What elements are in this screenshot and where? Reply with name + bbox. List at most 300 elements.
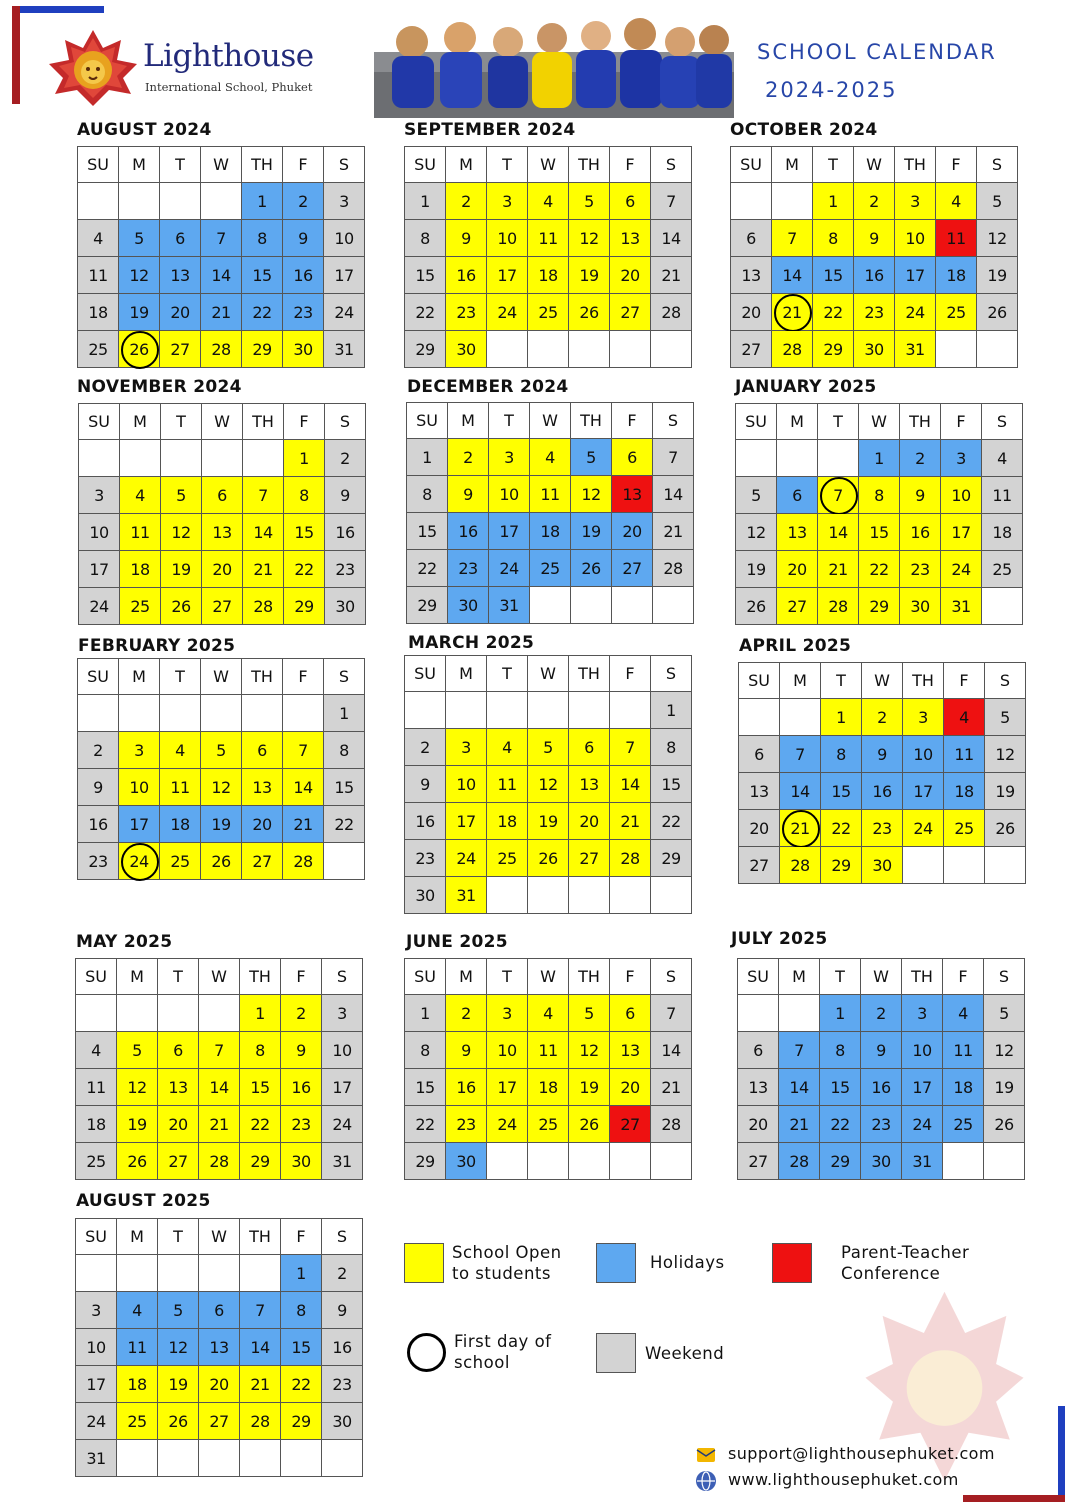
day-cell <box>944 773 985 810</box>
day-cell <box>528 220 569 257</box>
day-cell <box>528 1106 569 1143</box>
day-cell <box>610 1069 651 1106</box>
week-row <box>78 220 365 257</box>
day-number: 25 <box>540 558 560 578</box>
day-cell <box>651 692 692 729</box>
week-row <box>731 220 1018 257</box>
day-cell <box>487 1069 528 1106</box>
weekday-header-row <box>76 959 363 995</box>
weekday-header-row <box>76 1219 363 1255</box>
day-number: 11 <box>88 265 108 285</box>
week-row <box>79 477 366 514</box>
day-cell <box>202 551 243 588</box>
day-number: 29 <box>661 848 681 868</box>
day-number: 27 <box>579 848 599 868</box>
empty-cell <box>158 1440 199 1477</box>
day-cell <box>322 1403 363 1440</box>
lion-crest-icon <box>45 28 141 108</box>
day-cell <box>201 294 242 331</box>
day-number: 3 <box>339 191 349 211</box>
day-cell <box>240 1069 281 1106</box>
weekday-header-row <box>736 404 1023 440</box>
day-cell <box>78 257 119 294</box>
day-cell <box>530 550 571 587</box>
day-number: 1 <box>420 191 430 211</box>
day-number: 7 <box>214 1040 224 1060</box>
day-number: 21 <box>211 302 231 322</box>
day-cell <box>405 803 446 840</box>
day-number: 17 <box>905 265 925 285</box>
day-cell <box>446 995 487 1032</box>
day-number: 12 <box>987 228 1007 248</box>
empty-cell <box>117 1440 158 1477</box>
day-cell <box>818 514 859 551</box>
week-row <box>739 736 1026 773</box>
day-number: 3 <box>91 1300 101 1320</box>
day-number: 8 <box>257 228 267 248</box>
day-cell <box>651 183 692 220</box>
day-number: 5 <box>586 447 596 467</box>
month-title: MARCH 2025 <box>408 633 535 653</box>
day-number: 15 <box>415 265 435 285</box>
day-number: 27 <box>787 596 807 616</box>
day-cell <box>900 551 941 588</box>
day-cell <box>160 331 201 368</box>
day-cell <box>985 810 1026 847</box>
day-cell <box>813 220 854 257</box>
week-row <box>405 294 692 331</box>
day-number: 29 <box>252 339 272 359</box>
day-number: 25 <box>538 1114 558 1134</box>
day-cell <box>448 513 489 550</box>
day-number: 28 <box>789 1151 809 1171</box>
day-cell <box>405 183 446 220</box>
day-cell <box>487 840 528 877</box>
day-number: 22 <box>252 302 272 322</box>
day-cell <box>653 476 694 513</box>
day-number: 10 <box>86 1337 106 1357</box>
school-name: Lighthouse <box>143 38 314 74</box>
day-cell <box>199 1032 240 1069</box>
day-cell <box>487 1032 528 1069</box>
day-cell <box>651 840 692 877</box>
day-number: 22 <box>869 559 889 579</box>
day-number: 25 <box>953 1114 973 1134</box>
day-cell <box>985 699 1026 736</box>
day-number: 1 <box>420 1003 430 1023</box>
empty-cell <box>161 440 202 477</box>
day-number: 14 <box>663 484 683 504</box>
day-cell <box>283 843 324 880</box>
day-cell <box>201 806 242 843</box>
day-number: 20 <box>579 811 599 831</box>
day-number: 25 <box>497 848 517 868</box>
day-number: 28 <box>253 596 273 616</box>
day-number: 24 <box>86 1411 106 1431</box>
day-cell <box>984 1106 1025 1143</box>
day-number: 24 <box>905 302 925 322</box>
day-number: 4 <box>93 228 103 248</box>
day-cell <box>243 551 284 588</box>
day-number: 27 <box>620 302 640 322</box>
day-number: 30 <box>332 1411 352 1431</box>
day-number: 20 <box>749 818 769 838</box>
corner-accent-left <box>12 6 20 104</box>
empty-cell <box>487 877 528 914</box>
weekday-header: M <box>448 403 489 439</box>
week-row <box>76 1292 363 1329</box>
day-cell <box>117 1329 158 1366</box>
day-number: 28 <box>209 1151 229 1171</box>
day-number: 6 <box>214 1300 224 1320</box>
day-number: 20 <box>252 814 272 834</box>
day-cell <box>242 183 283 220</box>
legend-label-conference: Parent-Teacher Conference <box>841 1243 970 1283</box>
day-number: 17 <box>951 522 971 542</box>
day-cell <box>982 477 1023 514</box>
day-cell <box>283 257 324 294</box>
week-row <box>78 769 365 806</box>
weekday-header: T <box>821 663 862 699</box>
day-cell <box>242 294 283 331</box>
week-row <box>79 551 366 588</box>
day-cell <box>736 588 777 625</box>
week-row <box>739 699 1026 736</box>
day-number: 5 <box>992 191 1002 211</box>
legend-label-holidays: Holidays <box>650 1253 725 1272</box>
day-number: 18 <box>130 559 150 579</box>
day-cell <box>943 995 984 1032</box>
day-cell <box>322 1292 363 1329</box>
day-number: 23 <box>871 1114 891 1134</box>
weekday-header: F <box>610 656 651 692</box>
day-number: 26 <box>579 302 599 322</box>
day-number: 2 <box>463 447 473 467</box>
day-number: 16 <box>456 1077 476 1097</box>
day-cell <box>120 551 161 588</box>
day-cell <box>977 257 1018 294</box>
day-number: 12 <box>211 777 231 797</box>
day-cell <box>862 736 903 773</box>
week-row <box>407 550 694 587</box>
day-cell <box>651 1106 692 1143</box>
day-number: 4 <box>958 1003 968 1023</box>
day-number: 17 <box>89 559 109 579</box>
day-number: 19 <box>127 1114 147 1134</box>
day-cell <box>158 1292 199 1329</box>
day-number: 10 <box>497 1040 517 1060</box>
day-cell <box>985 773 1026 810</box>
day-cell <box>653 439 694 476</box>
contact-website[interactable]: www.lighthousephuket.com <box>728 1470 959 1489</box>
day-number: 16 <box>871 1077 891 1097</box>
day-number: 2 <box>876 1003 886 1023</box>
day-number: 14 <box>789 1077 809 1097</box>
day-cell <box>161 551 202 588</box>
day-cell <box>76 1106 117 1143</box>
day-cell <box>818 477 859 514</box>
contact-email[interactable]: support@lighthousephuket.com <box>728 1444 995 1463</box>
day-number: 2 <box>915 448 925 468</box>
day-number: 3 <box>917 1003 927 1023</box>
day-number: 7 <box>833 485 843 505</box>
day-cell <box>160 843 201 880</box>
weekday-header-row <box>78 147 365 183</box>
empty-cell <box>487 1143 528 1180</box>
day-cell <box>780 847 821 884</box>
day-cell <box>941 440 982 477</box>
day-number: 24 <box>913 818 933 838</box>
day-cell <box>242 806 283 843</box>
day-number: 8 <box>836 744 846 764</box>
day-cell <box>487 995 528 1032</box>
day-number: 1 <box>836 707 846 727</box>
week-row <box>76 1069 363 1106</box>
day-number: 9 <box>337 1300 347 1320</box>
week-row <box>739 847 1026 884</box>
day-cell <box>977 183 1018 220</box>
day-number: 27 <box>741 339 761 359</box>
month-title: NOVEMBER 2024 <box>77 377 242 397</box>
weekday-header-row <box>731 147 1018 183</box>
day-cell <box>324 257 365 294</box>
day-number: 24 <box>89 596 109 616</box>
day-number: 3 <box>337 1003 347 1023</box>
week-row <box>405 729 692 766</box>
weekday-header: S <box>982 404 1023 440</box>
empty-cell <box>119 183 160 220</box>
day-cell <box>161 588 202 625</box>
weekday-header-row <box>405 656 692 692</box>
day-cell <box>772 294 813 331</box>
empty-cell <box>569 692 610 729</box>
day-cell <box>322 1143 363 1180</box>
week-row <box>405 766 692 803</box>
day-number: 1 <box>666 700 676 720</box>
day-number: 22 <box>831 818 851 838</box>
month-title: JANUARY 2025 <box>735 377 877 397</box>
week-row <box>405 1069 692 1106</box>
weekday-header: W <box>528 147 569 183</box>
day-cell <box>739 736 780 773</box>
weekday-header: T <box>161 404 202 440</box>
day-number: 9 <box>461 228 471 248</box>
day-cell <box>448 439 489 476</box>
weekday-header: F <box>943 959 984 995</box>
day-number: 16 <box>88 814 108 834</box>
day-cell <box>325 551 366 588</box>
day-number: 30 <box>910 596 930 616</box>
empty-cell <box>653 587 694 624</box>
day-number: 3 <box>918 707 928 727</box>
day-cell <box>902 1069 943 1106</box>
weekday-header: F <box>281 959 322 995</box>
day-cell <box>944 736 985 773</box>
day-cell <box>446 877 487 914</box>
day-cell <box>489 513 530 550</box>
weekday-header: M <box>119 147 160 183</box>
day-cell <box>813 294 854 331</box>
legend-label-weekend: Weekend <box>645 1344 725 1363</box>
empty-cell <box>322 1440 363 1477</box>
day-cell <box>325 440 366 477</box>
empty-cell <box>772 183 813 220</box>
day-number: 7 <box>216 228 226 248</box>
day-number: 22 <box>415 1114 435 1134</box>
day-number: 26 <box>579 1114 599 1134</box>
day-number: 12 <box>746 522 766 542</box>
week-row <box>736 440 1023 477</box>
day-number: 6 <box>175 228 185 248</box>
day-number: 11 <box>540 484 560 504</box>
day-cell <box>902 1032 943 1069</box>
day-cell <box>528 840 569 877</box>
day-cell <box>612 476 653 513</box>
week-row <box>405 1032 692 1069</box>
day-number: 10 <box>912 1040 932 1060</box>
day-number: 4 <box>951 191 961 211</box>
day-number: 21 <box>790 818 810 838</box>
corner-accent-top <box>12 6 104 13</box>
day-number: 10 <box>499 484 519 504</box>
day-cell <box>859 514 900 551</box>
legend-swatch-weekend <box>596 1333 636 1373</box>
empty-cell <box>487 692 528 729</box>
empty-cell <box>79 440 120 477</box>
day-cell <box>941 588 982 625</box>
day-cell <box>813 331 854 368</box>
day-number: 20 <box>170 302 190 322</box>
weekday-header: M <box>117 1219 158 1255</box>
weekday-header: W <box>202 404 243 440</box>
day-cell <box>530 439 571 476</box>
day-number: 11 <box>497 774 517 794</box>
day-cell <box>79 514 120 551</box>
weekday-header: S <box>325 404 366 440</box>
day-number: 13 <box>170 265 190 285</box>
day-cell <box>78 806 119 843</box>
week-row <box>405 803 692 840</box>
day-cell <box>610 840 651 877</box>
month-table <box>730 146 1018 368</box>
week-row <box>76 995 363 1032</box>
day-number: 3 <box>910 191 920 211</box>
day-cell <box>610 803 651 840</box>
day-number: 4 <box>502 737 512 757</box>
day-cell <box>777 514 818 551</box>
day-number: 23 <box>910 559 930 579</box>
day-cell <box>569 220 610 257</box>
day-number: 27 <box>209 1411 229 1431</box>
day-number: 23 <box>415 848 435 868</box>
day-number: 27 <box>620 1114 640 1134</box>
day-cell <box>160 732 201 769</box>
day-cell <box>322 1106 363 1143</box>
day-cell <box>78 294 119 331</box>
day-number: 19 <box>994 1077 1014 1097</box>
weekday-header: SU <box>405 656 446 692</box>
day-cell <box>243 477 284 514</box>
day-number: 13 <box>622 484 642 504</box>
day-cell <box>448 476 489 513</box>
weekday-header-row <box>739 663 1026 699</box>
empty-cell <box>903 847 944 884</box>
day-cell <box>936 294 977 331</box>
day-cell <box>117 1106 158 1143</box>
day-number: 2 <box>461 1003 471 1023</box>
day-number: 5 <box>132 1040 142 1060</box>
day-cell <box>736 551 777 588</box>
day-cell <box>281 1032 322 1069</box>
day-number: 22 <box>823 302 843 322</box>
day-cell <box>324 331 365 368</box>
legend-swatch-school-open <box>404 1243 444 1283</box>
day-number: 14 <box>211 265 231 285</box>
day-cell <box>777 551 818 588</box>
day-cell <box>119 257 160 294</box>
day-number: 8 <box>420 228 430 248</box>
day-number: 24 <box>497 1114 517 1134</box>
weekday-header: S <box>984 959 1025 995</box>
week-row <box>407 439 694 476</box>
month-table <box>77 146 365 368</box>
weekday-header: W <box>528 656 569 692</box>
day-number: 22 <box>291 1374 311 1394</box>
day-number: 28 <box>782 339 802 359</box>
weekday-header: TH <box>571 403 612 439</box>
week-row <box>405 331 692 368</box>
day-number: 15 <box>415 1077 435 1097</box>
week-row <box>736 514 1023 551</box>
weekday-header: F <box>612 403 653 439</box>
day-cell <box>820 1069 861 1106</box>
day-number: 29 <box>294 596 314 616</box>
day-number: 17 <box>912 1077 932 1097</box>
day-number: 22 <box>334 814 354 834</box>
weekday-header: TH <box>902 959 943 995</box>
day-number: 7 <box>666 1003 676 1023</box>
day-number: 26 <box>211 851 231 871</box>
day-cell <box>895 294 936 331</box>
empty-cell <box>78 183 119 220</box>
day-number: 4 <box>959 707 969 727</box>
day-number: 18 <box>497 811 517 831</box>
day-number: 18 <box>86 1114 106 1134</box>
empty-cell <box>610 1143 651 1180</box>
day-number: 8 <box>666 737 676 757</box>
weekday-header: SU <box>79 404 120 440</box>
day-cell <box>859 588 900 625</box>
day-number: 6 <box>792 485 802 505</box>
day-cell <box>240 1106 281 1143</box>
day-cell <box>407 550 448 587</box>
day-cell <box>240 1032 281 1069</box>
day-number: 8 <box>299 485 309 505</box>
day-cell <box>487 294 528 331</box>
day-cell <box>446 257 487 294</box>
students-photo <box>374 12 734 118</box>
day-number: 10 <box>913 744 933 764</box>
weekday-header: T <box>487 959 528 995</box>
day-cell <box>651 220 692 257</box>
day-cell <box>895 220 936 257</box>
weekday-header: F <box>281 1219 322 1255</box>
day-number: 31 <box>951 596 971 616</box>
empty-cell <box>731 183 772 220</box>
weekday-header: SU <box>738 959 779 995</box>
day-number: 14 <box>828 522 848 542</box>
day-cell <box>120 588 161 625</box>
